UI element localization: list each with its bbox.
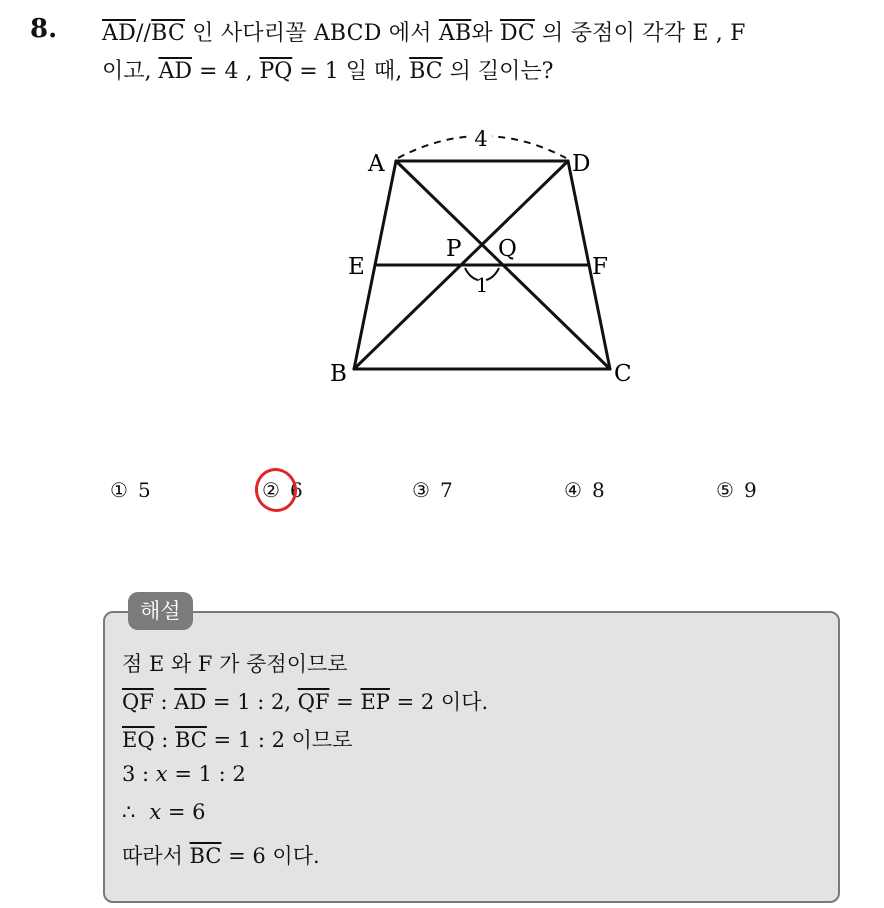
segment-bc: $\overline{BC}$ [409, 59, 443, 84]
segment-ep: $\overline{EP}$ [360, 690, 390, 714]
point-e-label: E [348, 254, 365, 280]
choice-value: 8 [591, 478, 605, 502]
segment-pq: $\overline{PQ}$ [259, 59, 293, 84]
solution-text: = 1 : 2 [167, 762, 246, 786]
choice-number: ④ [564, 478, 582, 502]
segment-ad: $\overline{AD}$ [102, 21, 136, 46]
question-text: = 4 , [192, 59, 260, 84]
choice-number: ③ [412, 478, 430, 502]
question-text: 인 사다리꼴 ABCD 에서 [184, 21, 439, 46]
solution-line-1: 점 E 와 F 가 중점이므로 [122, 652, 348, 676]
choice-3[interactable] [412, 478, 453, 502]
solution-line-5 [122, 800, 206, 824]
choice-number: ① [110, 478, 128, 502]
question-text: = 1 일 때, [292, 59, 410, 84]
segment-bc: $\overline{BC}$ [189, 844, 222, 868]
solution-text: = 6 이다. [221, 844, 320, 868]
segment-ad: $\overline{AD}$ [158, 59, 193, 84]
choice-number: ⑤ [716, 478, 734, 502]
solution-text: = 6 [161, 800, 206, 824]
therefore-symbol: ∴ [122, 800, 136, 824]
trapezoid-figure [0, 0, 884, 440]
choice-value: 5 [137, 478, 151, 502]
solution-line-3 [122, 724, 353, 754]
vertex-b-label: B [330, 361, 347, 387]
question-text: 와 [471, 21, 500, 46]
question-number: 8. [30, 14, 58, 44]
segment-dc: $\overline{DC}$ [499, 21, 535, 46]
variable-x: x [155, 762, 168, 786]
segment-bc: $\overline{BC}$ [151, 21, 185, 46]
solution-line-6 [122, 840, 320, 870]
point-q-label: Q [498, 236, 517, 262]
answer-circle-mark [251, 464, 301, 516]
segment-ab: $\overline{AB}$ [438, 21, 472, 46]
solution-text: 따라서 [122, 844, 190, 868]
choice-number: ② [262, 478, 280, 502]
segment-bc: $\overline{BC}$ [174, 728, 207, 752]
segment-ad: $\overline{AD}$ [174, 690, 207, 714]
solution-text: : [153, 690, 175, 714]
solution-text: = 1 : 2 이므로 [206, 728, 353, 752]
vertex-c-label: C [614, 361, 632, 387]
question-text: 이고, [102, 59, 159, 84]
choice-value: 9 [743, 478, 757, 502]
solution-line-2 [122, 686, 488, 716]
choice-value: 7 [439, 478, 453, 502]
top-length-label: 4 [474, 127, 488, 151]
solution-text: 3 : [122, 762, 156, 786]
point-p-label: P [446, 236, 462, 262]
pq-length-label: 1 [475, 273, 489, 297]
solution-text: = [329, 690, 361, 714]
segment-eq: $\overline{EQ}$ [122, 728, 155, 752]
solution-line-4 [122, 762, 246, 786]
solution-text: : [154, 728, 175, 752]
vertex-d-label: D [572, 151, 591, 177]
solution-text: = 2 이다. [389, 690, 489, 714]
parallel-symbol: // [135, 21, 152, 46]
point-f-label: F [592, 254, 608, 280]
question-text: 의 중점이 각각 E , F [534, 21, 746, 46]
solution-text: = 1 : 2, [206, 690, 298, 714]
segment-qf: $\overline{QF}$ [297, 690, 330, 714]
vertex-a-label: A [368, 151, 385, 177]
question-text: 의 길이는? [442, 59, 554, 84]
solution-tag: 해설 [128, 592, 193, 630]
segment-qf: $\overline{QF}$ [122, 690, 154, 714]
choice-4[interactable] [564, 478, 605, 502]
choice-5[interactable] [716, 478, 757, 502]
variable-x: x [149, 800, 162, 824]
choice-value: 6 [289, 478, 303, 502]
choice-1[interactable] [110, 478, 151, 502]
